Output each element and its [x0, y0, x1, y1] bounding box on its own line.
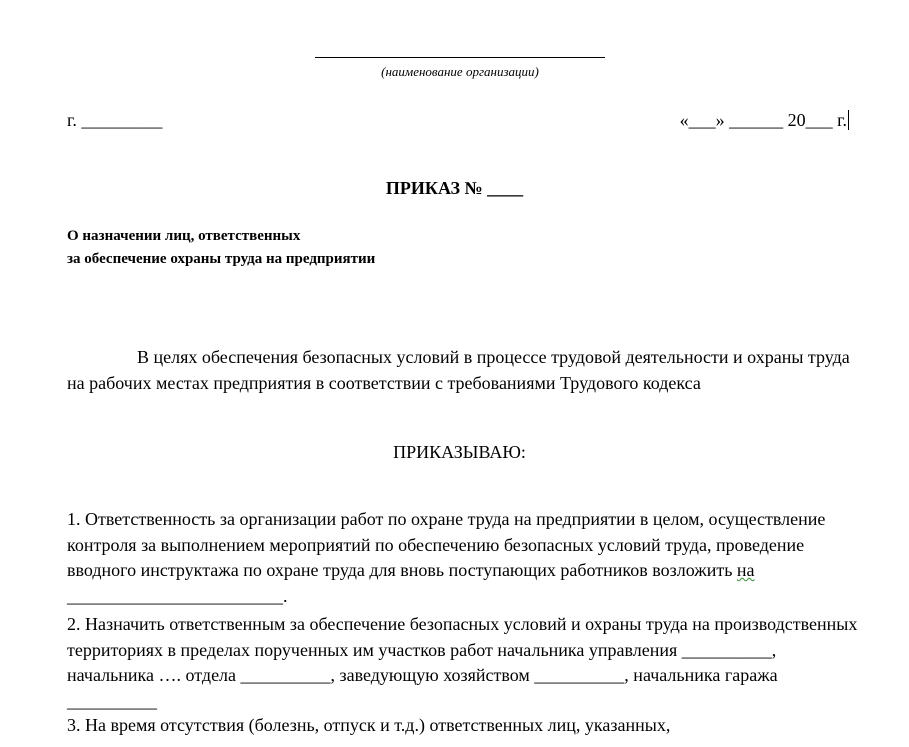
item-1-spellcheck-word: на [736, 560, 755, 580]
order-item-3: 3. На время отсутствия (болезнь, отпуск и т.д.) ответственных лиц, указанных, [67, 715, 671, 735]
preamble-text: В целях обеспечения безопасных условий в процессе трудовой деятельности и охраны труда на рабочих местах предприятия в соответствии с требованиями Трудового кодекса [67, 347, 850, 393]
item-1-blank: ________________________. [67, 585, 288, 606]
item-1-text: 1. Ответственность за организации работ по охране труда на предприятии в целом, осуществление контроля за выполнением мероприятий по обеспечению безопасных условий труда, проведение вводного инструктажа по охране труда для вновь поступающих работников возложить [67, 509, 826, 580]
date-text: «___» ______ 20___ г. [679, 110, 847, 130]
order-item-1 [67, 507, 867, 609]
subject-line-2: за обеспечение охраны труда на предприятии [67, 251, 376, 267]
city-field: г. _________ [67, 110, 163, 130]
text-cursor [848, 110, 849, 130]
order-item-2: 2. Назначить ответственным за обеспечение безопасных условий и охраны труда на производственных территориях в пределах порученных им участков работ начальника управления __________, начальника …. отдела __________, заведующую хозяйством __________, начальника гаража __________ [67, 614, 858, 711]
subject-line-1: О назначении лиц, ответственных [67, 228, 301, 244]
date-field [680, 110, 849, 131]
preamble-paragraph [67, 345, 857, 396]
order-directive: ПРИКАЗЫВАЮ: [393, 442, 526, 462]
organization-name-line [315, 56, 605, 58]
order-title: ПРИКАЗ № ____ [385, 178, 524, 198]
organization-caption: (наименование организации) [381, 64, 539, 79]
order-subject [67, 225, 375, 271]
